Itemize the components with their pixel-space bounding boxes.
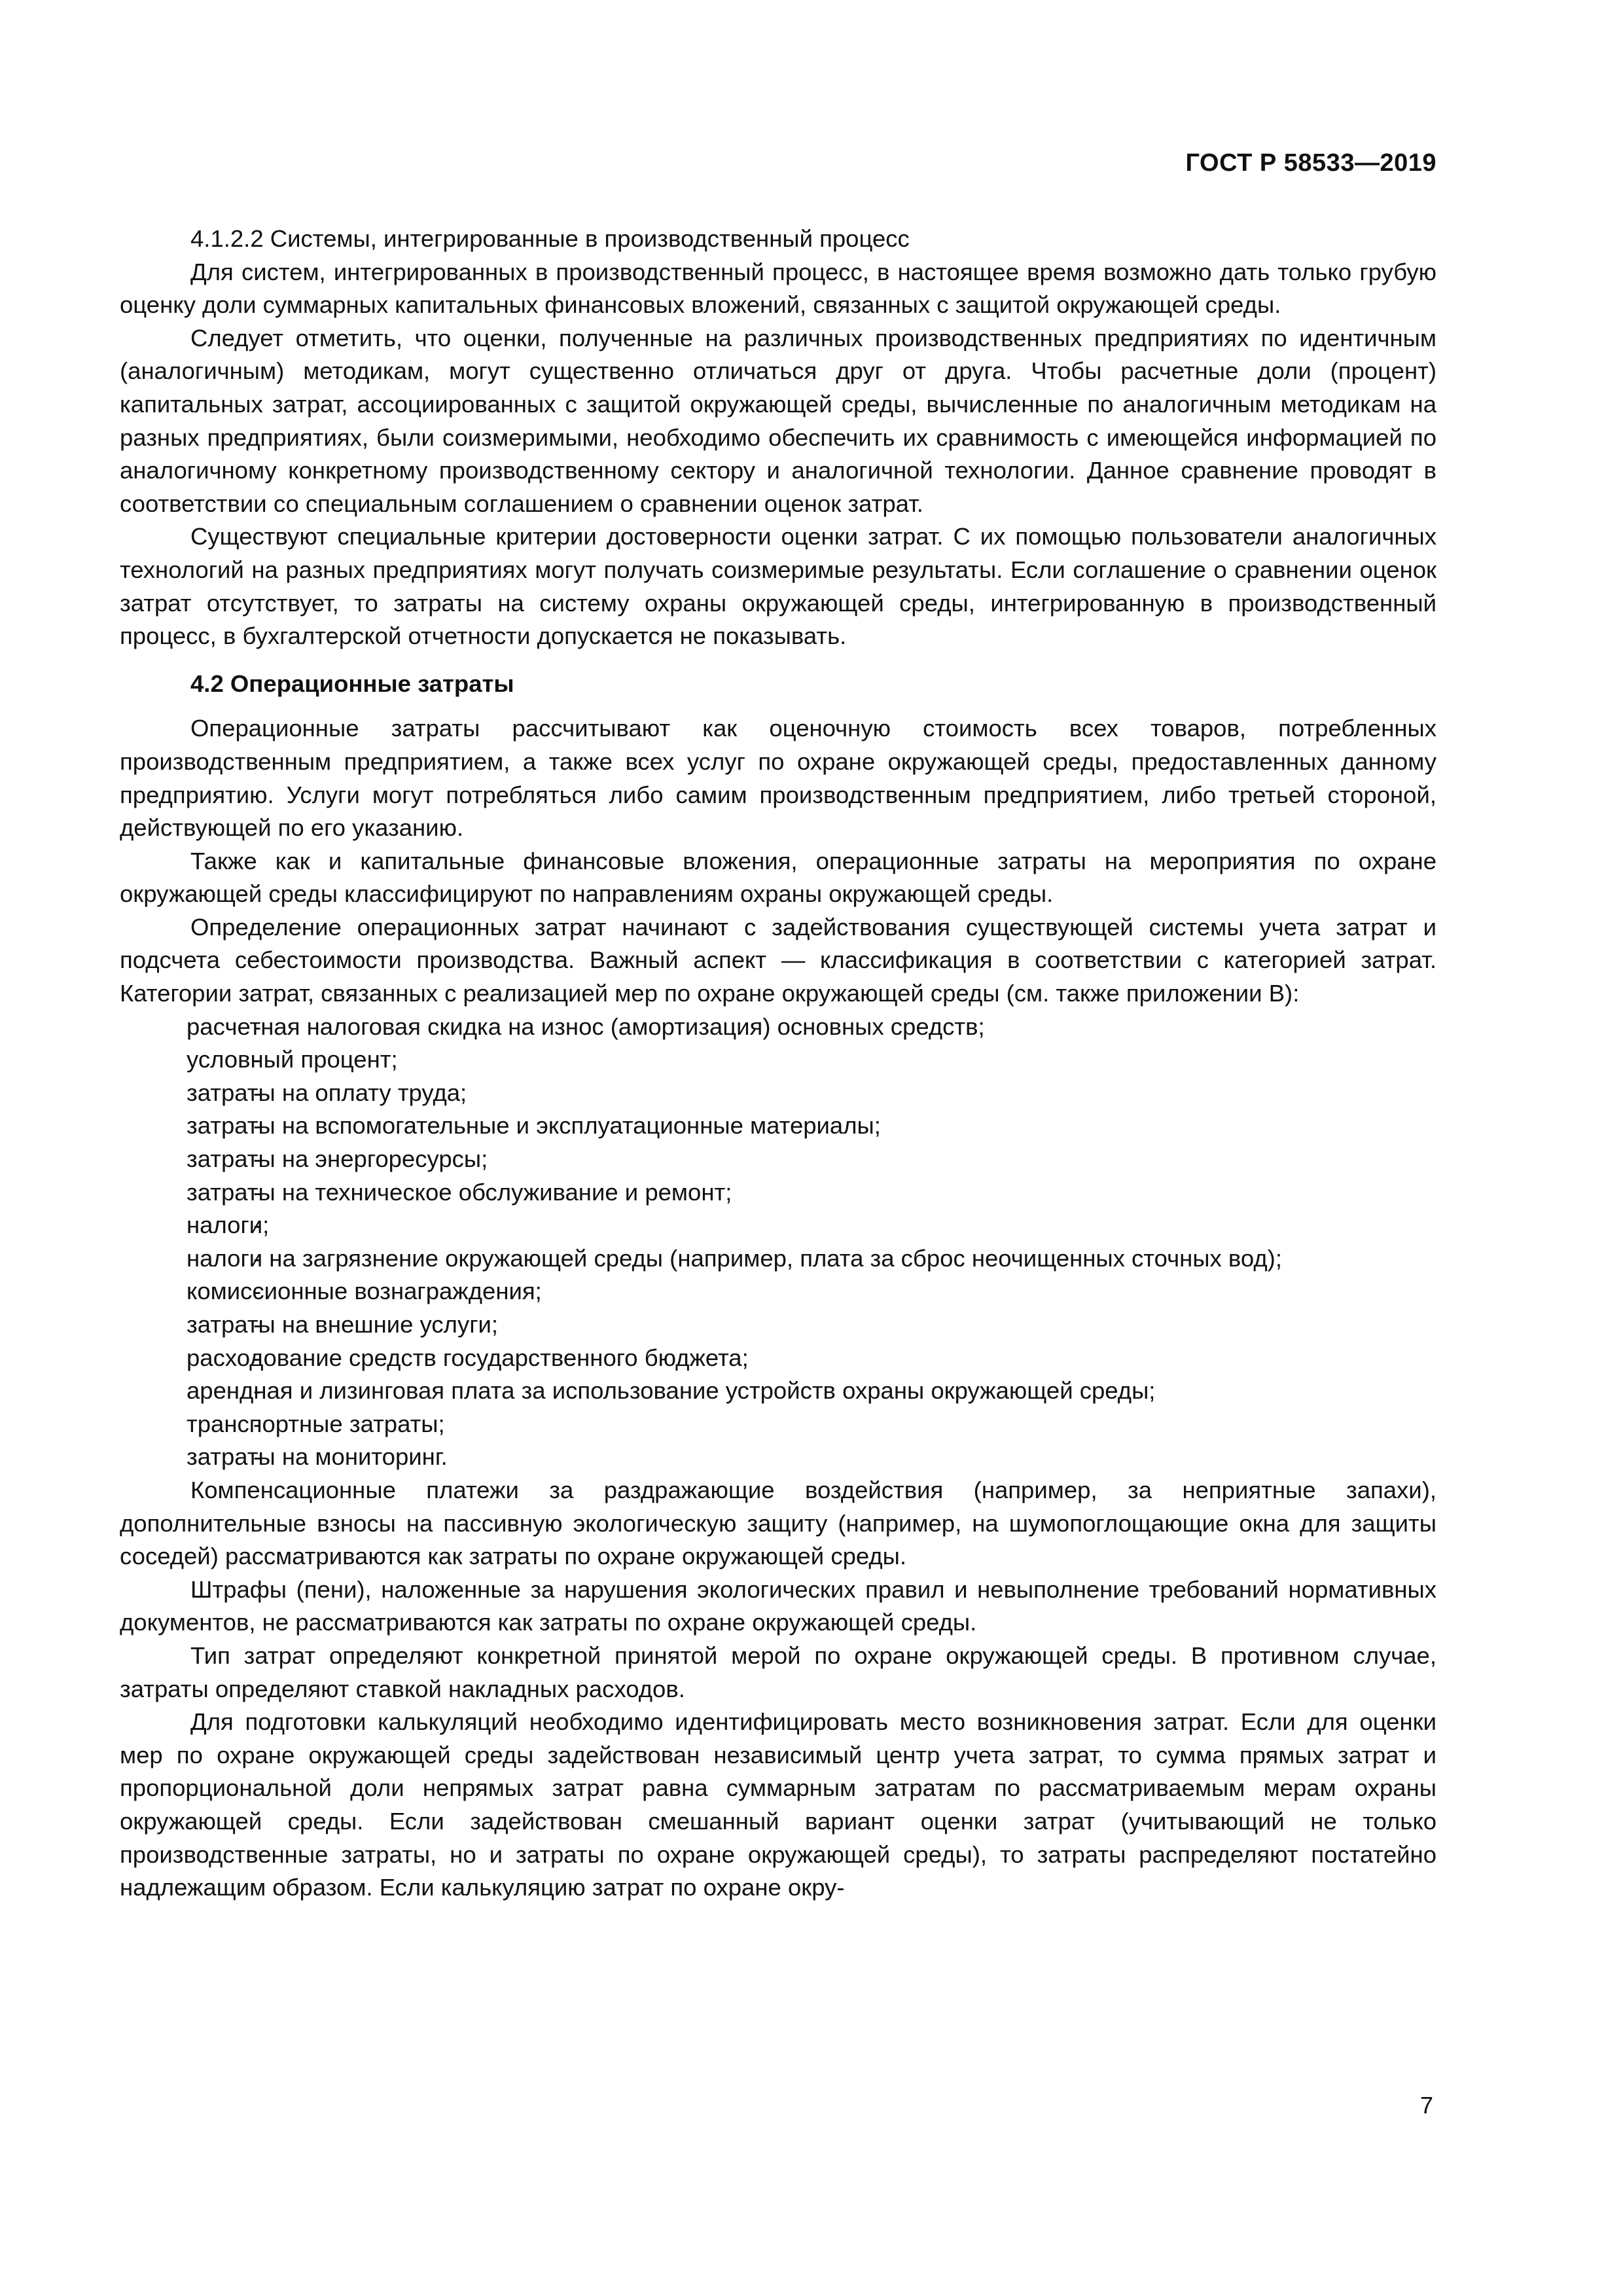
- paragraph: Операционные затраты рассчитывают как оценочную стоимость всех товаров, потребленных производственным предприятием, а также всех услуг по охране окружающей среды, предоставленных данному предприятию. Услуги могут потребляться либо самим производственным предприятием, либо третьей стороной, действующей по его указанию.: [120, 715, 1436, 842]
- paragraph: Также как и капитальные финансовые вложения, операционные затраты на мероприятия по охране окружающей среды классифицируют по направлениям охраны окружающей среды.: [120, 847, 1436, 908]
- document-body: [120, 223, 1436, 1905]
- list-item: комиссионные вознаграждения;: [187, 1278, 542, 1305]
- list-item: арендная и лизинговая плата за использование устройств охраны окружающей среды;: [187, 1377, 1156, 1405]
- list-item: налоги;: [187, 1211, 270, 1239]
- list-item: затраты на энергоресурсы;: [187, 1145, 488, 1173]
- list-item: налоги на загрязнение окружающей среды (например, плата за сброс неочищенных сточных вод);: [187, 1244, 1282, 1272]
- list-item: затраты на техническое обслуживание и ремонт;: [187, 1178, 732, 1206]
- list-item: расходование средств государственного бюджета;: [187, 1344, 749, 1371]
- list-item: транспортные затраты;: [187, 1410, 445, 1437]
- paragraph: Тип затрат определяют конкретной принятой мерой по охране окружающей среды. В противном случае, затраты определяют ставкой накладных расходов.: [120, 1641, 1436, 1702]
- paragraph: Существуют специальные критерии достоверности оценки затрат. С их помощью пользователи аналогичных технологий на разных предприятиях могут получать соизмеримые результаты. Если соглашение о сравнении оценок затрат отсутствует, то затраты на систему охраны окружающей среды, интегрированную в производственный процесс, в бухгалтерской отчетности допускается не показывать.: [120, 523, 1436, 650]
- list-item: условный процент;: [187, 1046, 398, 1073]
- list-item: затраты на оплату труда;: [187, 1079, 467, 1106]
- paragraph: Определение операционных затрат начинают с задействования существующей системы учета затрат и подсчета себестоимости производства. Важный аспект — классификация в соответствии с категорией затрат. Категории затрат, связанных с реализацией мер по охране окружающей среды (см. также приложении В):: [120, 913, 1436, 1007]
- subclause-title: 4.1.2.2 Системы, интегрированные в производственный процесс: [190, 225, 910, 252]
- paragraph: Штрафы (пени), наложенные за нарушения экологических правил и невыполнение требований нормативных документов, не рассматриваются как затраты по охране окружающей среды.: [120, 1575, 1436, 1636]
- paragraph: Компенсационные платежи за раздражающие воздействия (например, за неприятные запахи), дополнительные взносы на пассивную экологическую защиту (например, на шумопоглощающие окна для защиты соседей) рассматриваются как затраты по охране окружающей среды.: [120, 1476, 1436, 1570]
- list-item: затраты на вспомогательные и эксплуатационные материалы;: [187, 1112, 881, 1139]
- list-item: затраты на внешние услуги;: [187, 1311, 499, 1338]
- paragraph: Следует отметить, что оценки, полученные на различных производственных предприятиях по идентичным (аналогичным) методикам, могут существенно отличаться друг от друга. Чтобы расчетные доли (процент) капитальных затрат, ассоциированных с защитой окружающей среды, вычисленные по аналогичным методикам на разных предприятиях, были соизмеримыми, необходимо обеспечить их сравнимость с имеющейся информацией по аналогичному конкретному производственному сектору и аналогичной технологии. Данное сравнение проводят в соответствии со специальным соглашением о сравнении оценок затрат.: [120, 324, 1436, 517]
- standard-designation: ГОСТ Р 58533—2019: [1185, 149, 1436, 177]
- list-item: расчетная налоговая скидка на износ (амортизация) основных средств;: [187, 1013, 985, 1040]
- cost-category-list: [120, 1011, 1436, 1474]
- page-number: 7: [1419, 2092, 1433, 2119]
- list-item: затраты на мониторинг.: [187, 1443, 448, 1471]
- paragraph: Для подготовки калькуляций необходимо идентифицировать место возникновения затрат. Если для оценки мер по охране окружающей среды задействован независимый центр учета затрат, то сумма прямых затрат и пропорциональной доли непрямых затрат равна суммарным затратам по рассматриваемым мерам охраны окружающей среды. Если задействован смешанный вариант оценки затрат (учитывающий не только производственные затраты, но и затраты по охране окружающей среды), то затраты распределяют постатейно надлежащим образом. Если калькуляцию затрат по охране окру-: [120, 1708, 1436, 1901]
- paragraph: Для систем, интегрированных в производственный процесс, в настоящее время возможно дать только грубую оценку доли суммарных капитальных финансовых вложений, связанных с защитой окружающей среды.: [120, 258, 1436, 319]
- section-heading: 4.2 Операционные затраты: [190, 670, 514, 697]
